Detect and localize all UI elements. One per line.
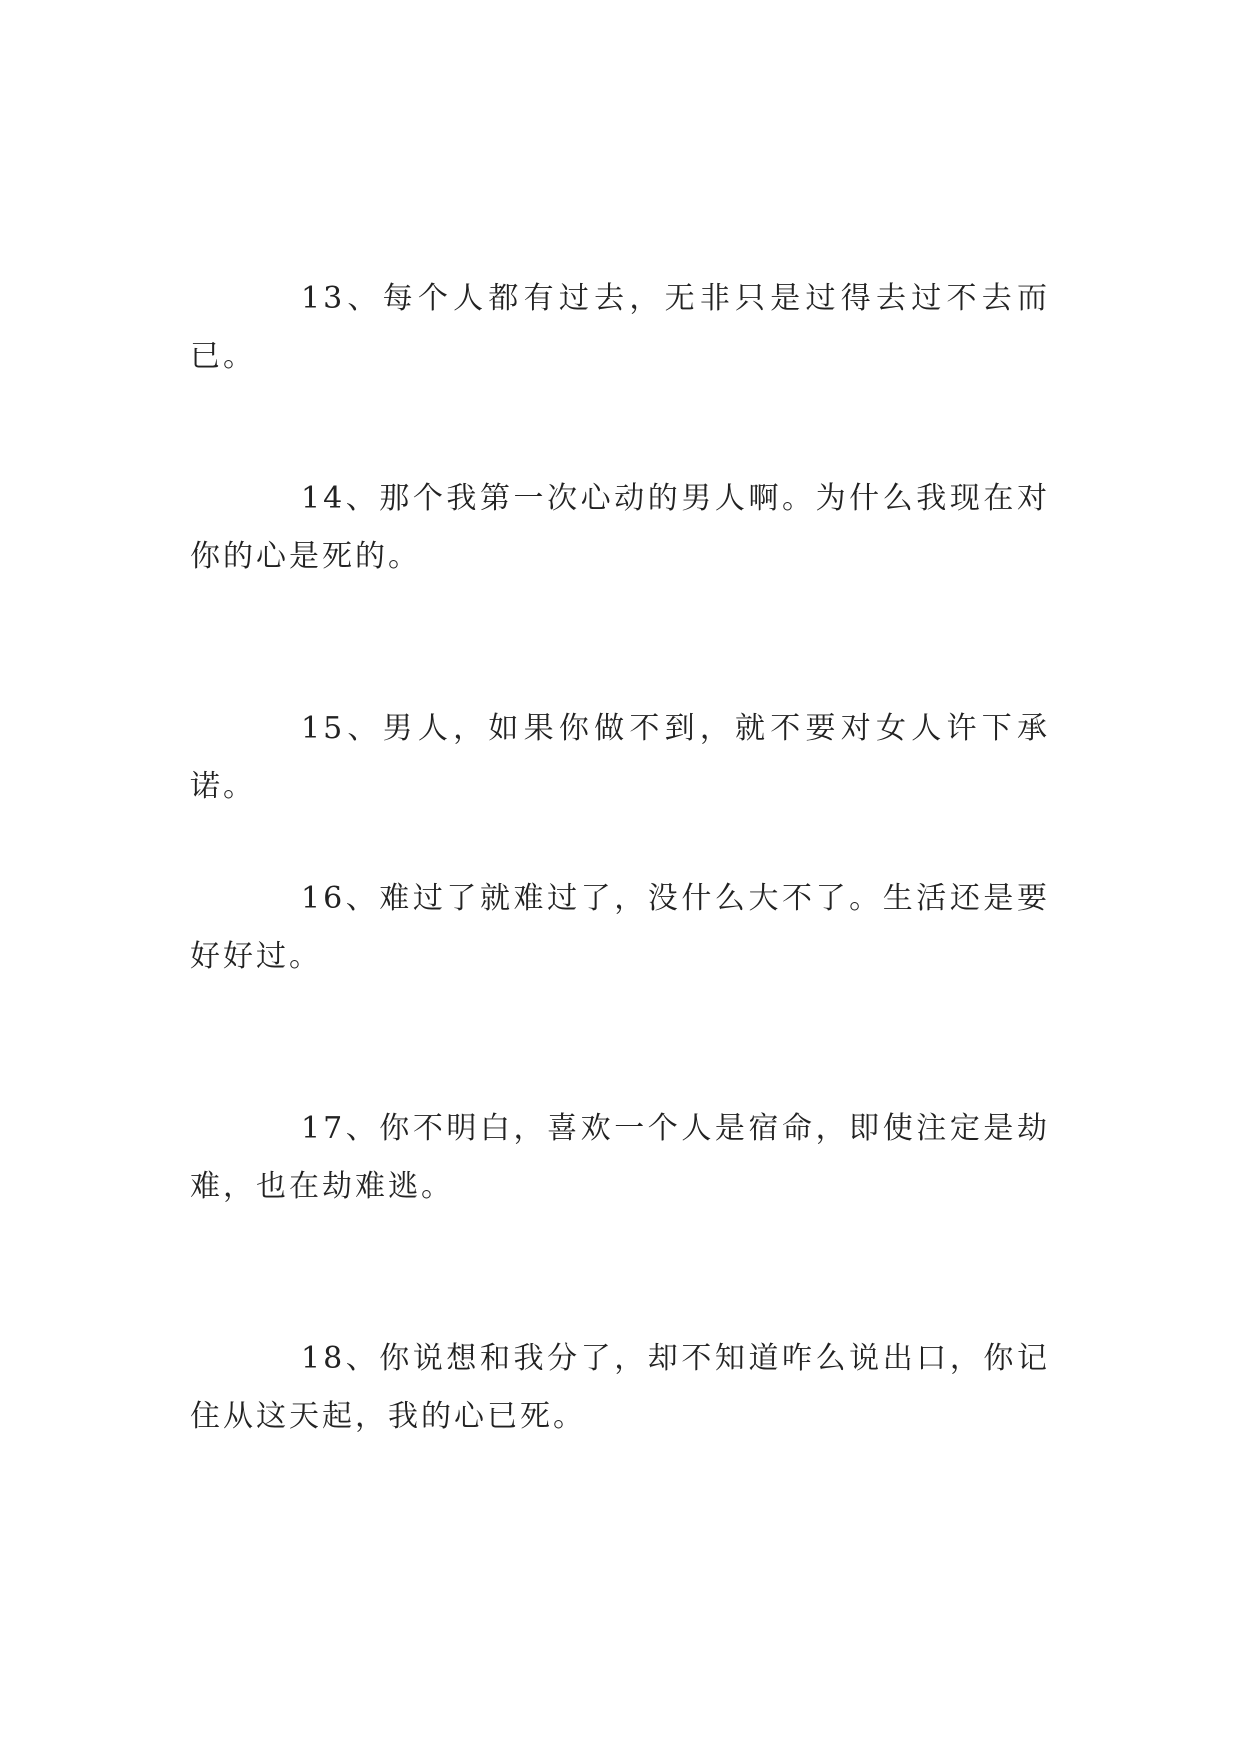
paragraph-14: 14、那个我第一次心动的男人啊。为什么我现在对你的心是死的。 xyxy=(190,481,1050,574)
paragraph-13: 13、每个人都有过去，无非只是过得去过不去而已。 xyxy=(190,281,1050,374)
paragraph-18: 18、你说想和我分了，却不知道咋么说出口，你记住从这天起，我的心已死。 xyxy=(190,1341,1050,1434)
paragraph-16: 16、难过了就难过了，没什么大不了。生活还是要好好过。 xyxy=(190,881,1050,974)
paragraph-17: 17、你不明白，喜欢一个人是宿命，即使注定是劫难，也在劫难逃。 xyxy=(190,1111,1050,1204)
paragraph-15: 15、男人，如果你做不到，就不要对女人许下承诺。 xyxy=(190,711,1050,804)
